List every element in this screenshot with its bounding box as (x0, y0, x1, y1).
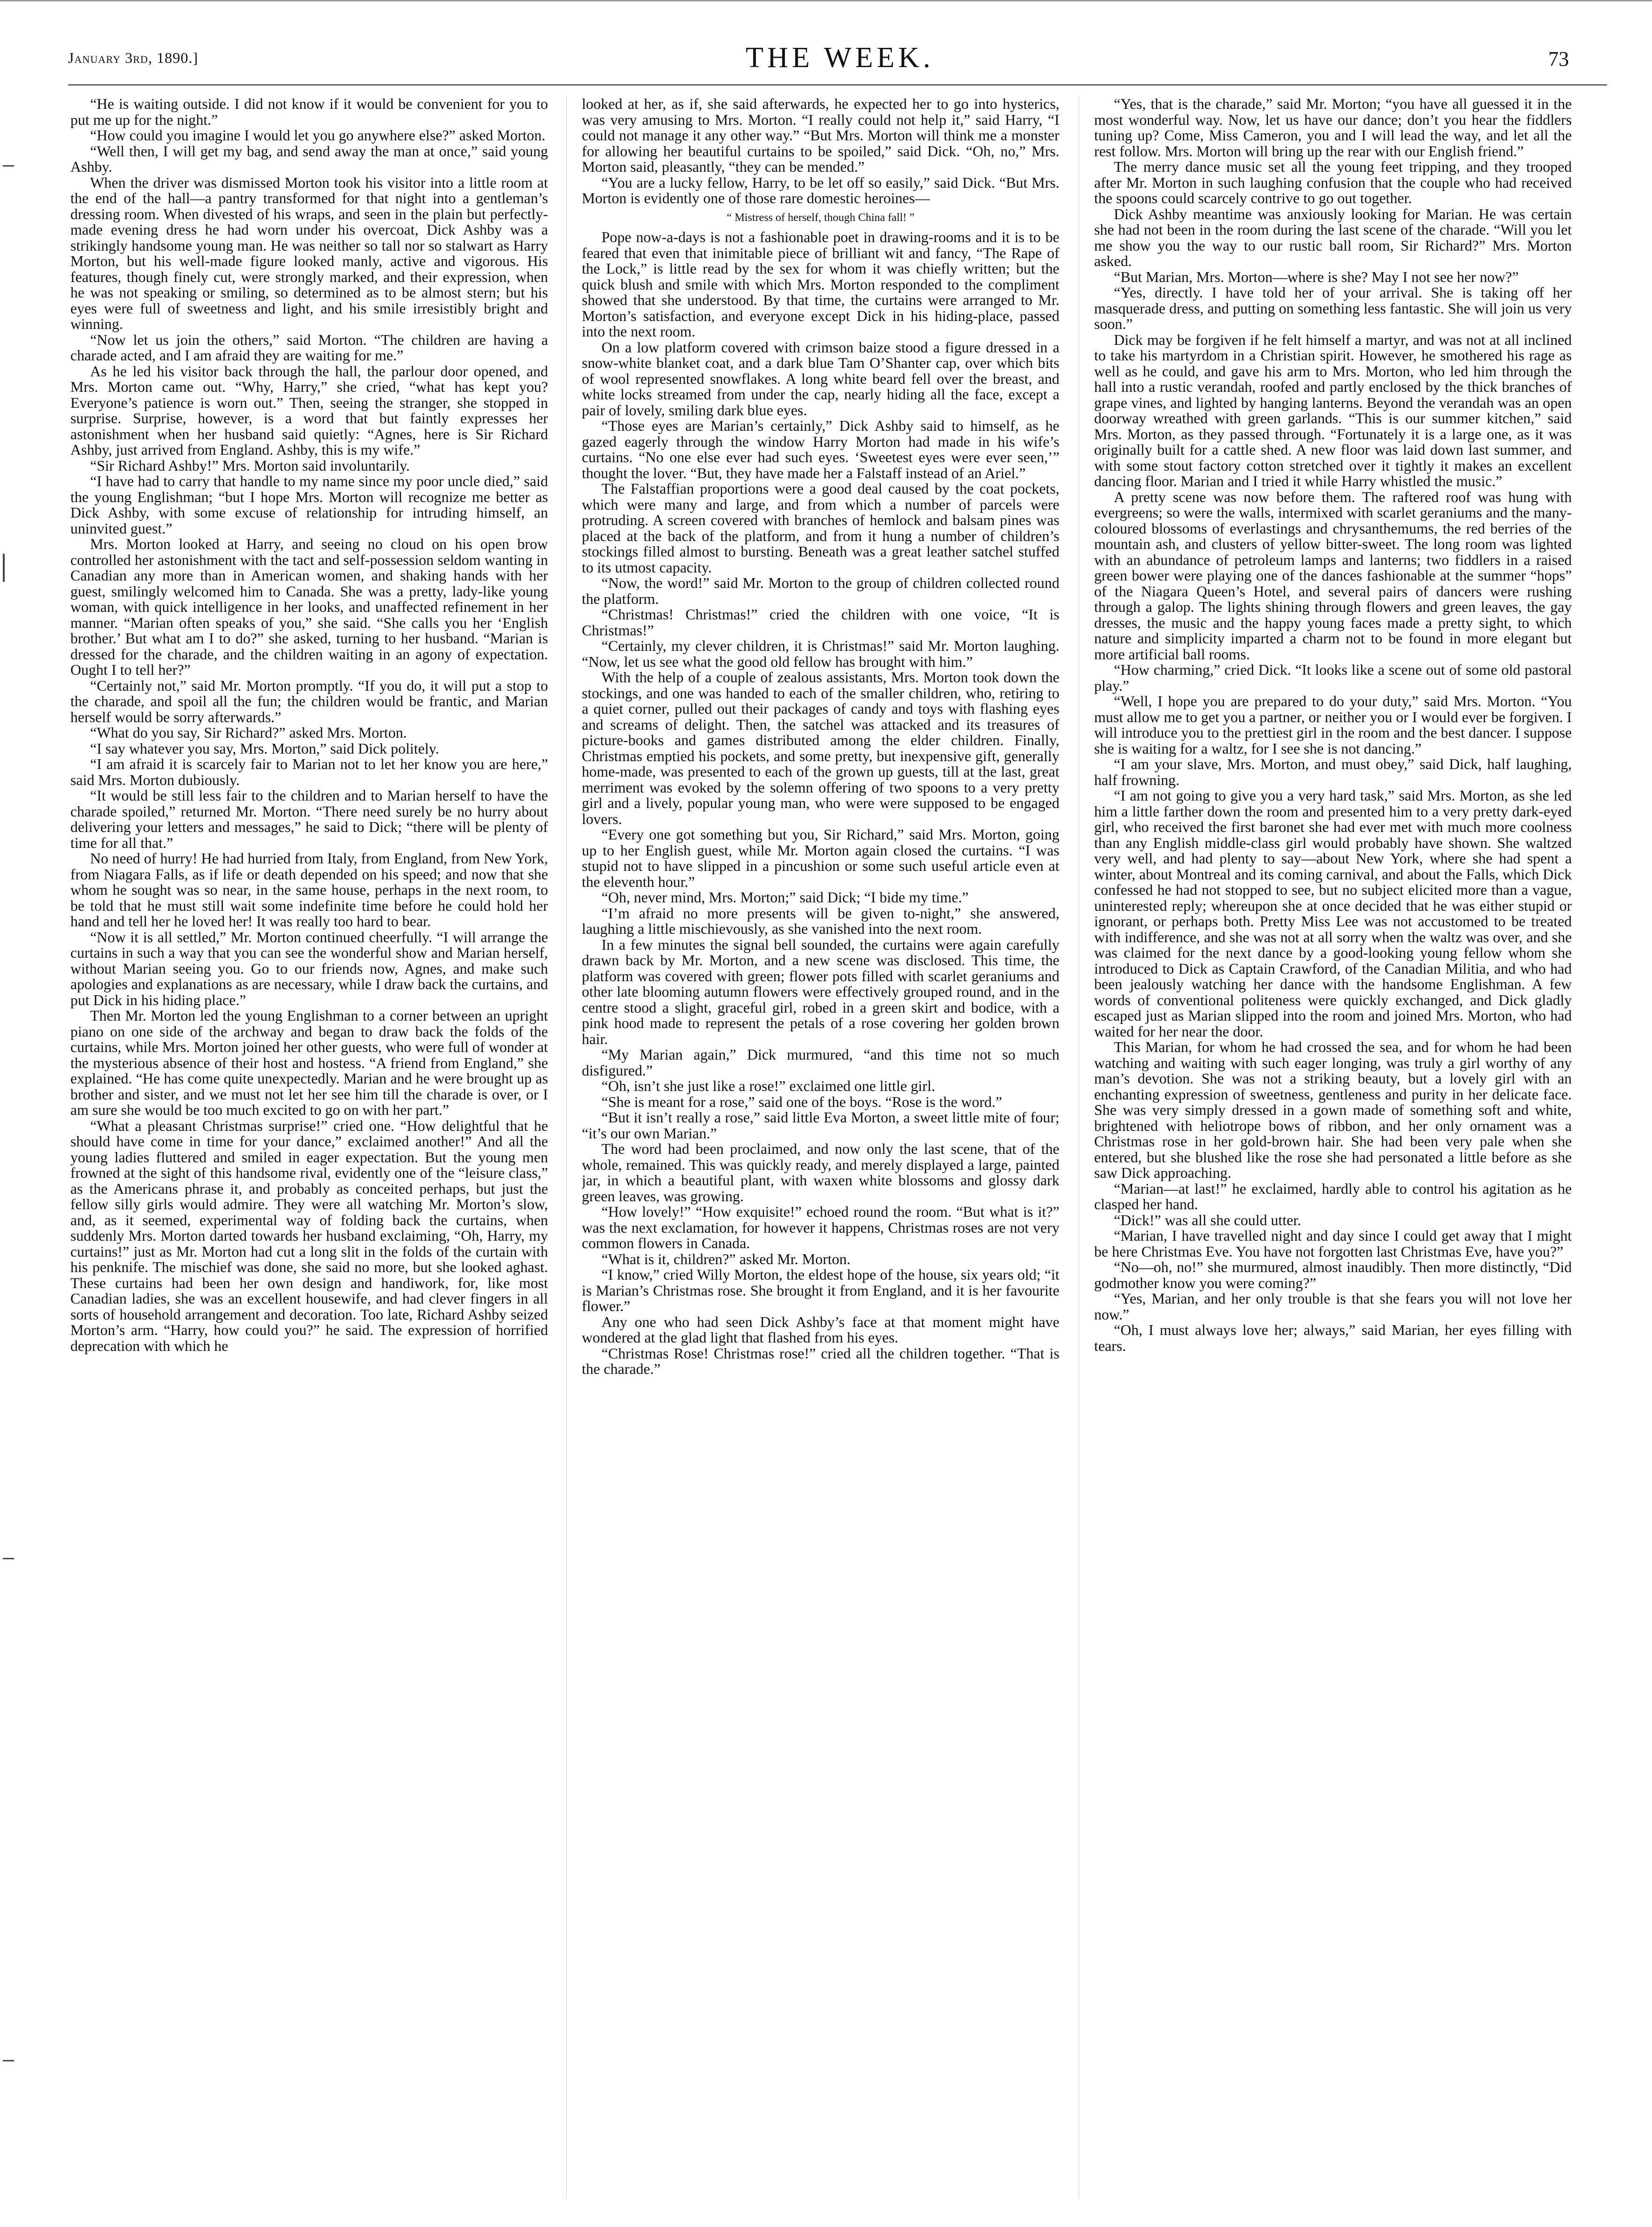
paragraph: “Certainly not,” said Mr. Morton promptly. “If you do, it will put a stop to the charade, and spoil all the fun; the children would be frantic, and Marian herself would be sorry afterwards.” (70, 677, 548, 725)
paragraph: On a low platform covered with crimson baize stood a figure dressed in a snow-white blanket coat, and a dark blue Tam O’Shanter cap, over which bits of wool represented snowflakes. A long white beard fell over the breast, and white locks streamed from under the cap, nearly hiding all the face, except a pair of lovely, smiling dark blue eyes. (582, 339, 1059, 419)
paragraph: “No—oh, no!” she murmured, almost inaudibly. Then more distinctly, “Did godmother know you were coming?” (1094, 1259, 1572, 1291)
paragraph: “How lovely!” “How exquisite!” echoed round the room. “But what is it?” was the next exclamation, for however it happens, Christmas roses are not very common flowers in Canada. (582, 1204, 1059, 1251)
paragraph: The merry dance music set all the young feet tripping, and they trooped after Mr. Morton in such laughing confusion that the couple who had received the spoons could scarcely contrive to go out together. (1094, 159, 1572, 206)
paragraph: “Oh, isn’t she just like a rose!” exclaimed one little girl. (601, 1078, 936, 1094)
paragraph: A pretty scene was now before them. The raftered roof was hung with evergreens; so were the walls, intermixed with scarlet geraniums and the many-coloured blossoms of everlastings and chrysanthemums, the red berries of the mountain ash, and clusters of yellow bitter-sweet. The long room was lighted with an abundance of petroleum lamps and lanterns; two fiddlers in a raised green bower were playing one of the dances fashionable at the summer “hops” of the Niagara Queen’s Hotel, and several pairs of dancers were rushing through a galop. The lights shining through flowers and green leaves, the gay dresses, the music and the happy young faces made a pretty sight, to which nature and simplicity imparted a charm not to be found in more elegant but more artificial ball rooms. (1094, 488, 1572, 663)
paragraph: looked at her, as if, she said afterwards, he expected her to go into hysterics, was very amusing to Mrs. Morton. “I really could not help it,” said Harry, “I could not manage it any other way.” “But Mrs. Morton will think me a monster for allowing her beautiful curtains to be spoiled,” said Dick. “Oh, no,” Mrs. Morton said, pleasantly, “they can be mended.” (582, 96, 1059, 175)
paragraph: “I know,” cried Willy Morton, the eldest hope of the house, six years old; “it is Marian’s Christmas rose. She brought it from England, and it is her favourite flower.” (582, 1266, 1059, 1314)
paragraph: “But Marian, Mrs. Morton—where is she? May I not see her now?” (1114, 268, 1519, 285)
header-rule (68, 84, 1607, 85)
paragraph: “Those eyes are Marian’s certainly,” Dick Ashby said to himself, as he gazed eagerly through the window Harry Morton had made in his wife’s curtains. “No one else ever had such eyes. ‘Sweetest eyes were ever seen,’” thought the lover. “But, they have made her a Falstaff instead of an Ariel.” (582, 418, 1059, 481)
margin-mark (3, 554, 9, 582)
paragraph: “Certainly, my clever children, it is Christmas!” said Mr. Morton laughing. “Now, let us see what the good old fellow has brought with him.” (582, 638, 1059, 670)
column-divider (566, 96, 567, 2198)
paragraph: “Well, I hope you are prepared to do your duty,” said Mrs. Morton. “You must allow me to get you a partner, or neither you or I would ever be forgiven. I will introduce you to the prettiest girl in the room and the best dancer. I suppose she is waiting for a waltz, for I see she is not dancing.” (1094, 693, 1572, 757)
paragraph: “I’m afraid no more presents will be given to-night,” she answered, laughing a little mischievously, as she vanished into the next room. (582, 905, 1059, 937)
paragraph: “It would be still less fair to the children and to Marian herself to have the charade spoiled,” returned Mr. Morton. “There need surely be no hurry about delivering your letters and messages,” he said to Dick; “there will be plenty of time for all that.” (70, 787, 548, 851)
paragraph: “Yes, that is the charade,” said Mr. Morton; “you have all guessed it in the most wonderful way. Now, let us have our dance; don’t you hear the fiddlers tuning up? Come, Miss Cameron, you and I will lead the way, and let all the rest follow. Mrs. Morton will bring up the rear with our English friend.” (1094, 96, 1572, 160)
paragraph: “Christmas! Christmas!” cried the children with one voice, “It is Christmas!” (582, 606, 1059, 639)
margin-mark (3, 2060, 14, 2067)
paragraph: “Marian, I have travelled night and day since I could get away that I might be here Christmas Eve. You have not forgotten last Christmas Eve, have you?” (1094, 1228, 1572, 1260)
paragraph: “I am not going to give you a very hard task,” said Mrs. Morton, as she led him a little farther down the room and presented him to a very pretty dark-eyed girl, who received the first baronet she had ever met with much more coolness than any English middle-class girl would probably have shown. She waltzed very well, and had plenty to say—about New York, where she had spent a winter, about Montreal and its coming carnival, and about the Falls, which Dick confessed he had not stopped to see, but no subject elicited more than a vague, uninterested reply; whereupon she at once decided that he was either stupid or ignorant, or perhaps both. Pretty Miss Lee was not accustomed to be treated with indifference, and she was not at all sorry when the waltz was over, and she was claimed for the next dance by a good-looking young fellow whom she introduced to Dick as Captain Crawford, of the Canadian Militia, and who had been jealously watching her dance with the handsome Englishman. A few words of conventional politeness were quickly exchanged, and Dick gladly escaped just as Marian slipped into the room and joined Mrs. Morton, who had waited for her near the door. (1094, 787, 1572, 1040)
paragraph: “Now it is all settled,” Mr. Morton continued cheerfully. “I will arrange the curtains in such a way that you can see the wonderful show and Marian herself, without Marian seeing you. Go to our friends now, Agnes, and make such apologies and explanations as are necessary, while I draw back the curtains, and put Dick in his hiding place.” (70, 929, 548, 1008)
issue-date: January 3rd, 1890.] (68, 49, 198, 66)
paragraph: “Yes, directly. I have told her of your arrival. She is taking off her masquerade dress, and putting on something less fantastic. She will join us very soon.” (1094, 284, 1572, 332)
paragraph: “Now, the word!” said Mr. Morton to the group of children collected round the platform. (582, 575, 1059, 607)
paragraph: Then Mr. Morton led the young Englishman to a corner between an upright piano on one side of the archway and began to draw back the folds of the curtains, while Mrs. Morton joined her other guests, who were full of wonder at the mysterious absence of their host and hostess. “A friend from England,” she explained. “He has come quite unexpectedly. Marian and he were brought up as brother and sister, and we must not let her see him till the charade is over, or I am sure she would be too much excited to go on with her part.” (70, 1007, 548, 1118)
paragraph: The word had been proclaimed, and now only the last scene, that of the whole, remained. This was quickly ready, and merely displayed a large, painted jar, in which a beautiful plant, with waxen white blossoms and glossy dark green leaves, was growing. (582, 1141, 1059, 1205)
paragraph: “What do you say, Sir Richard?” asked Mrs. Morton. (90, 725, 407, 741)
paragraph: The Falstaffian proportions were a good deal caused by the coat pockets, which were many and large, and from which a number of parcels were protruding. A screen covered with branches of hemlock and balsam pines was placed at the back of the platform, and from it hung a number of children’s stockings filled almost to bursting. Beneath was a great leather satchel stuffed to its utmost capacity. (582, 480, 1059, 576)
paragraph: This Marian, for whom he had crossed the sea, and for whom he had been watching and waiting with such eager longing, was truly a girl worthy of any man’s devotion. She was not a striking beauty, but a lovely girl with an enchanting expression of sweetness, gentleness and purity in her delicate face. She was very simply dressed in a gown made of something soft and white, brightened with heliotrope bows of ribbon, and her only ornament was a Christmas rose in her gold-brown hair. She had been very pale when she entered, but she blushed like the rose she had personated a little before as she saw Dick approaching. (1094, 1039, 1572, 1181)
margin-mark (3, 165, 14, 172)
paragraph: “He is waiting outside. I did not know if it would be convenient for you to put me up for the night.” (70, 96, 548, 128)
paragraph: “Sir Richard Ashby!” Mrs. Morton said involuntarily. (90, 457, 410, 474)
paragraph: “My Marian again,” Dick murmured, “and this time not so much disfigured.” (582, 1046, 1059, 1079)
paragraph: “What is it, children?” asked Mr. Morton. (601, 1251, 851, 1267)
paragraph: “Marian—at last!” he exclaimed, hardly able to control his agitation as he clasped her hand. (1094, 1180, 1572, 1213)
paragraph: “I am your slave, Mrs. Morton, and must obey,” said Dick, half laughing, half frowning. (1094, 756, 1572, 788)
paragraph: Any one who had seen Dick Ashby’s face at that moment might have wondered at the glad light that flashed from his eyes. (582, 1313, 1059, 1346)
text-column-1 (70, 96, 548, 2203)
paragraph: Pope now-a-days is not a fashionable poet in drawing-rooms and it is to be feared that even that inimitable piece of brilliant wit and fancy, “The Rape of the Lock,” is little read by the sex for whom it was chiefly written; but the quick blush and smile with which Mrs. Morton responded to the compliment showed that she understood. By that time, the curtains were arranged to Mr. Morton’s satisfaction, and everyone except Dick in his hiding-place, passed into the next room. (582, 229, 1059, 340)
page-number: 73 (1548, 47, 1569, 70)
paragraph: “You are a lucky fellow, Harry, to be let off so easily,” said Dick. “But Mrs. Morton is evidently one of those rare domestic heroines— (582, 174, 1059, 206)
paragraph: “Dick!” was all she could utter. (1114, 1212, 1302, 1228)
paragraph: With the help of a couple of zealous assistants, Mrs. Morton took down the stockings, and one was handed to each of the smaller children, who, retiring to a quiet corner, pulled out their packages of candy and toys with flashing eyes and screams of delight. Then, the satchel was attacked and its treasures of picture-books and games distributed among the elder children. Finally, Christmas emptied his pockets, and some pretty, but inexpensive gift, generally home-made, was presented to each of the grown up guests, till at the last, great merriment was evoked by the solemn offering of two spoons to a very pretty girl and a lively, popular young man, who were were supposed to be engaged lovers. (582, 669, 1059, 827)
paragraph: “She is meant for a rose,” said one of the boys. “Rose is the word.” (601, 1093, 1002, 1110)
paragraph: “Oh, I must always love her; always,” said Marian, her eyes filling with tears. (1094, 1322, 1572, 1354)
paragraph: “How charming,” cried Dick. “It looks like a scene out of some old pastoral play.” (1094, 662, 1572, 694)
paragraph: When the driver was dismissed Morton took his visitor into a little room at the end of the hall—a pantry transformed for that night into a gentleman’s dressing room. When divested of his wraps, and seen in the plain but perfectly-made evening dress he had worn under his overcoat, Dick Ashby was a strikingly handsome young man. He was neither so tall nor so stalwart as Harry Morton, but his well-made figure looked manly, active and vigorous. His features, though finely cut, were strongly marked, and their expression, when he was not speaking or smiling, so determined as to be almost stern; but his eyes were full of sweetness and light, and his smile irresistibly bright and winning. (70, 174, 548, 332)
paragraph: As he led his visitor back through the hall, the parlour door opened, and Mrs. Morton came out. “Why, Harry,” she cried, “what has kept you? Everyone’s patience is worn out.” Then, seeing the stranger, she stopped in surprise. Surprise, however, is a word that but faintly expresses her astonishment when her husband said quietly: “Agnes, here is Sir Richard Ashby, just arrived from England. Ashby, this is my wife.” (70, 363, 548, 458)
masthead-title: THE WEEK. (746, 42, 934, 74)
paragraph: “Now let us join the others,” said Morton. “The children are having a charade acted, and I am afraid they are waiting for me.” (70, 331, 548, 364)
margin-mark (3, 1558, 14, 1565)
paragraph: No need of hurry! He had hurried from Italy, from England, from New York, from Niagara Falls, as if life or death depended on his speed; and now that she whom he sought was so near, in the same house, perhaps in the next room, to be told that he must still wait some indefinite time before he could hold her hand and tell her he loved her! It was really too hard to bear. (70, 850, 548, 930)
text-column-3 (1094, 96, 1572, 2203)
page-top-edge (0, 0, 1652, 1)
paragraph: “But it isn’t really a rose,” said little Eva Morton, a sweet little mite of four; “it’s our own Marian.” (582, 1109, 1059, 1142)
text-column-2 (582, 96, 1059, 2203)
paragraph: In a few minutes the signal bell sounded, the curtains were again carefully drawn back by Mr. Morton, and a new scene was disclosed. This time, the platform was covered with green; flower pots filled with scarlet geraniums and other late blooming autumn flowers were effectively grouped round, and in the centre stood a slight, graceful girl, robed in a green skirt and bodice, with a pink hood made to represent the petals of a rose covering her golden brown hair. (582, 936, 1059, 1047)
paragraph: “Christmas Rose! Christmas rose!” cried all the children together. “That is the charade.” (582, 1345, 1059, 1377)
paragraph: Dick Ashby meantime was anxiously looking for Marian. He was certain she had not been in the room during the last scene of the charade. “Will you let me show you the way to our rustic ball room, Sir Richard?” Mrs. Morton asked. (1094, 206, 1572, 269)
paragraph: “I have had to carry that handle to my name since my poor uncle died,” said the young Englishman; “but I hope Mrs. Morton will recognize me better as Dick Ashby, with some excuse of relationship for intruding himself, an uninvited guest.” (70, 473, 548, 537)
paragraph: “Yes, Marian, and her only trouble is that she fears you will not love her now.” (1094, 1290, 1572, 1323)
paragraph: “Oh, never mind, Mrs. Morton;” said Dick; “I bide my time.” (601, 889, 969, 906)
paragraph: “Well then, I will get my bag, and send away the man at once,” said young Ashby. (70, 143, 548, 175)
paragraph: “I say whatever you say, Mrs. Morton,” said Dick politely. (90, 740, 439, 757)
quotation: “ Mistress of herself, though China fall! ” (727, 211, 914, 224)
paragraph: Mrs. Morton looked at Harry, and seeing no cloud on his open brow controlled her astonishment with the tact and self-possession seldom wanting in Canadian any more than in American women, and shaking hands with her guest, smilingly welcomed him to Canada. She was a pretty, lady-like young woman, with quick intelligence in her looks, and unaffected refinement in her manner. “Marian often speaks of you,” she said. “She calls you her ‘English brother.’ But what am I to do?” she asked, turning to her husband. “Marian is dressed for the charade, and the children waiting in an agony of expectation. Ought I to tell her?” (70, 536, 548, 678)
paragraph: “How could you imagine I would let you go anywhere else?” asked Morton. (90, 127, 546, 144)
paragraph: Dick may be forgiven if he felt himself a martyr, and was not at all inclined to take his martyrdom in a Christian spirit. However, he smothered his rage as well as he could, and gave his arm to Mrs. Morton, who led him through the hall into a rustic verandah, roofed and partly enclosed by the thick branches of grape vines, and lighted by hanging lanterns. Beyond the verandah was an open doorway wreathed with green garlands. “This is our summer kitchen,” said Mrs. Morton, as they passed through. “Fortunately it is a large one, as it was originally built for a cattle shed. A new floor was laid down last summer, and with some stout factory cotton stretched over it tightly it makes an excellent dancing floor. Marian and I tried it while Harry whistled the music.” (1094, 331, 1572, 489)
paragraph: “I am afraid it is scarcely fair to Marian not to let her know you are here,” said Mrs. Morton dubiously. (70, 756, 548, 788)
paragraph: “What a pleasant Christmas surprise!” cried one. “How delightful that he should have come in time for your dance,” exclaimed another!” And all the young ladies fluttered and smiled in eager expectation. But the young men frowned at the sight of this handsome rival, evidently one of the “leisure class,” as the Americans phrase it, and probably as conceited perhaps, but just the fellow silly girls would admire. They were all watching Mr. Morton’s slow, and, as it seemed, experimental way of folding back the curtains, when suddenly Mrs. Morton darted towards her husband exclaiming, “Oh, Harry, my curtains!” just as Mr. Morton had cut a long slit in the folds of the curtain with his penknife. The mischief was done, she said no more, but she looked aghast. These curtains had been her own design and handiwork, for, like most Canadian ladies, she was an excellent housewife, and had clever fingers in all sorts of household arrangement and decoration. Too late, Richard Ashby seized Morton’s arm. “Harry, how could you?” he said. The expression of horrified deprecation with which he (70, 1117, 548, 1354)
paragraph: “Every one got something but you, Sir Richard,” said Mrs. Morton, going up to her English guest, while Mr. Morton again closed the curtains. “I was stupid not to have slipped in a pincushion or some such useful article even at the eleventh hour.” (582, 826, 1059, 890)
